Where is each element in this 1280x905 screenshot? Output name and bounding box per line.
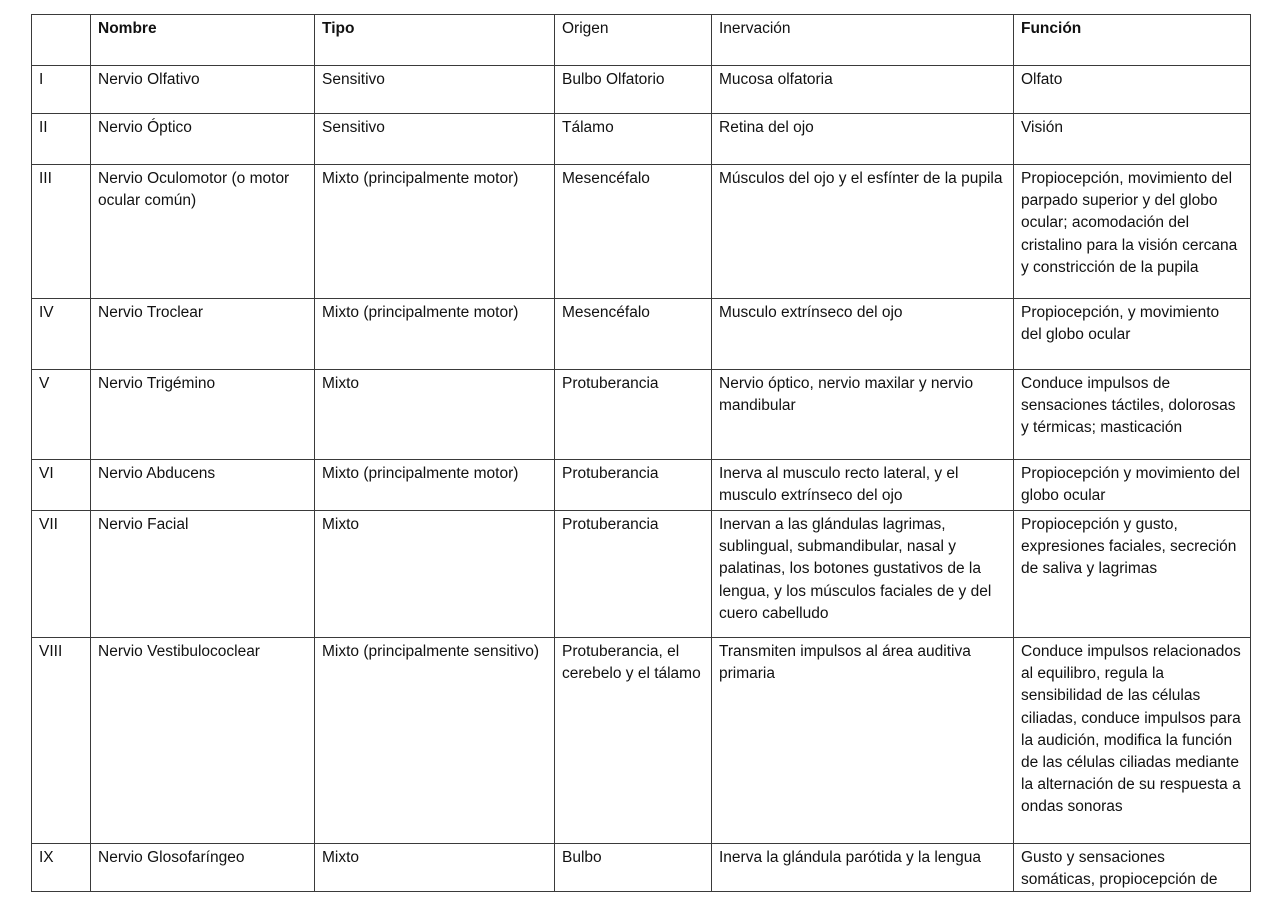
header-funcion: Función <box>1014 15 1251 66</box>
cell-origen: Tálamo <box>555 114 712 165</box>
header-num <box>32 15 91 66</box>
cell-origen: Protuberancia <box>555 370 712 460</box>
cell-origen: Protuberancia, el cerebelo y el tálamo <box>555 638 712 844</box>
cell-origen: Mesencéfalo <box>555 299 712 370</box>
cell-funcion: Propiocepción, movimiento del parpado superior y del globo ocular; acomodación del cristalino para la visión cercana y constricción de la pupila <box>1014 165 1251 299</box>
cell-tipo: Mixto (principalmente motor) <box>315 299 555 370</box>
cell-funcion: Gusto y sensaciones somáticas, propiocepción de <box>1014 844 1251 892</box>
cell-num: VII <box>32 511 91 638</box>
table-row <box>32 165 1251 299</box>
table-row <box>32 114 1251 165</box>
table-row <box>32 299 1251 370</box>
header-tipo: Tipo <box>315 15 555 66</box>
cell-nombre: Nervio Glosofaríngeo <box>91 844 315 892</box>
cell-origen: Bulbo Olfatorio <box>555 66 712 114</box>
cell-num: VIII <box>32 638 91 844</box>
cell-inervacion: Nervio óptico, nervio maxilar y nervio mandibular <box>712 370 1014 460</box>
cell-inervacion: Retina del ojo <box>712 114 1014 165</box>
cell-tipo: Mixto <box>315 844 555 892</box>
cell-nombre: Nervio Abducens <box>91 460 315 511</box>
cell-num: V <box>32 370 91 460</box>
cell-inervacion: Mucosa olfatoria <box>712 66 1014 114</box>
cell-funcion: Propiocepción y movimiento del globo ocular <box>1014 460 1251 511</box>
cell-num: VI <box>32 460 91 511</box>
table-row <box>32 460 1251 511</box>
cell-origen: Bulbo <box>555 844 712 892</box>
cell-tipo: Mixto <box>315 511 555 638</box>
cell-origen: Mesencéfalo <box>555 165 712 299</box>
cell-funcion: Conduce impulsos relacionados al equilibro, regula la sensibilidad de las células ciliadas, conduce impulsos para la audición, modifica la función de las células ciliadas mediante la alternación de su respuesta a ondas sonoras <box>1014 638 1251 844</box>
cell-tipo: Mixto (principalmente sensitivo) <box>315 638 555 844</box>
header-origen: Origen <box>555 15 712 66</box>
cell-nombre: Nervio Vestibulococlear <box>91 638 315 844</box>
table-row <box>32 844 1251 892</box>
cell-tipo: Mixto (principalmente motor) <box>315 165 555 299</box>
cell-nombre: Nervio Olfativo <box>91 66 315 114</box>
cell-funcion: Olfato <box>1014 66 1251 114</box>
cell-funcion: Conduce impulsos de sensaciones táctiles, dolorosas y térmicas; masticación <box>1014 370 1251 460</box>
cell-nombre: Nervio Oculomotor (o motor ocular común) <box>91 165 315 299</box>
cell-nombre: Nervio Facial <box>91 511 315 638</box>
cell-tipo: Sensitivo <box>315 66 555 114</box>
cell-funcion: Propiocepción, y movimiento del globo ocular <box>1014 299 1251 370</box>
cell-num: IV <box>32 299 91 370</box>
cell-tipo: Mixto (principalmente motor) <box>315 460 555 511</box>
cell-tipo: Mixto <box>315 370 555 460</box>
header-nombre: Nombre <box>91 15 315 66</box>
cell-inervacion: Inerva al musculo recto lateral, y el musculo extrínseco del ojo <box>712 460 1014 511</box>
table-row <box>32 511 1251 638</box>
cell-funcion: Visión <box>1014 114 1251 165</box>
cell-origen: Protuberancia <box>555 460 712 511</box>
cell-nombre: Nervio Troclear <box>91 299 315 370</box>
cell-funcion: Propiocepción y gusto, expresiones faciales, secreción de saliva y lagrimas <box>1014 511 1251 638</box>
cell-inervacion: Inervan a las glándulas lagrimas, sublingual, submandibular, nasal y palatinas, los botones gustativos de la lengua, y los músculos faciales de y del cuero cabelludo <box>712 511 1014 638</box>
table-row <box>32 370 1251 460</box>
table-row <box>32 638 1251 844</box>
cell-num: IX <box>32 844 91 892</box>
cell-nombre: Nervio Trigémino <box>91 370 315 460</box>
cell-tipo: Sensitivo <box>315 114 555 165</box>
cell-inervacion: Músculos del ojo y el esfínter de la pupila <box>712 165 1014 299</box>
cell-num: III <box>32 165 91 299</box>
table-header-row <box>32 15 1251 66</box>
cell-num: II <box>32 114 91 165</box>
cranial-nerves-table <box>31 14 1251 892</box>
header-inervacion: Inervación <box>712 15 1014 66</box>
cell-origen: Protuberancia <box>555 511 712 638</box>
cell-num: I <box>32 66 91 114</box>
cell-inervacion: Musculo extrínseco del ojo <box>712 299 1014 370</box>
cell-nombre: Nervio Óptico <box>91 114 315 165</box>
table-row <box>32 66 1251 114</box>
cell-inervacion: Transmiten impulsos al área auditiva primaria <box>712 638 1014 844</box>
cell-inervacion: Inerva la glándula parótida y la lengua <box>712 844 1014 892</box>
